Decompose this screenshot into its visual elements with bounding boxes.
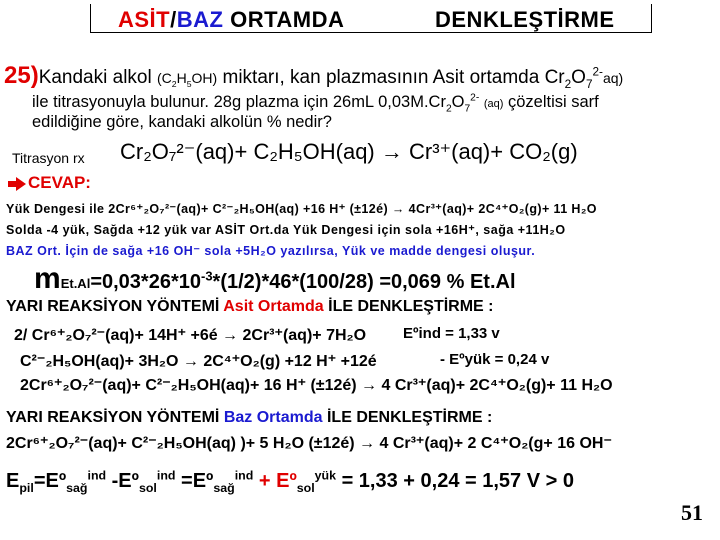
epil-sup: yük	[314, 468, 337, 483]
heading-text: YARI REAKSİYON YÖNTEMİ	[6, 409, 224, 426]
epil-part: =Eº	[175, 470, 214, 492]
acid-overall-reaction: 2Cr⁶⁺₂O₇²⁻(aq)+ C²⁻₂H₅OH(aq)+ 16 H⁺ (±12é) → 4 Cr³⁺(aq)+ 2C⁴⁺O₂(g)+ 11 H₂O	[20, 377, 613, 394]
epil-sub: pil	[19, 481, 34, 495]
heading-medium: Asit Ortamda	[223, 298, 324, 315]
mass-expression: =0,03*26*10	[90, 271, 201, 293]
heading-text: İLE DENKLEŞTİRME :	[322, 409, 493, 426]
acid-e-oxidation: - Eºyük = 0,24 v	[440, 351, 550, 368]
heading-medium: Baz Ortamda	[223, 409, 323, 426]
epil-part: + Eº	[253, 470, 297, 492]
epil-part: -Eº	[106, 470, 139, 492]
epil-sub: sağ	[66, 481, 88, 495]
cell-potential-equation	[6, 470, 574, 493]
formula-part: OH)	[191, 70, 218, 86]
formula-part: O	[571, 67, 586, 88]
problem-line-2: ile titrasyonuyla bulunur. 28g plazma için 26mL $0,03M.Cr_2O_7^{2-}$ (aq) çözeltisi sarf	[32, 92, 599, 115]
problem-text: miktarı, kan plazmasının Asit ortamda Cr	[217, 67, 565, 88]
arrow-right-icon	[16, 177, 26, 191]
mass-result	[34, 262, 516, 296]
heading-text: YARI REAKSİYON YÖNTEMİ	[6, 298, 224, 315]
epil-sub: sol	[296, 481, 315, 495]
epil-sub: sağ	[213, 481, 235, 495]
epil-sup: ind	[87, 468, 107, 483]
mass-symbol: m	[34, 262, 61, 295]
titration-label: Titrasyon rx	[12, 150, 85, 166]
answer-text: CEVAP:	[28, 173, 91, 192]
problem-number: 25)	[4, 62, 39, 89]
problem-text: Kandaki alkol	[38, 67, 157, 88]
answer-label	[6, 173, 91, 193]
problem-text: çözeltisi sarf	[503, 93, 599, 111]
mass-expression: *(1/2)*46*(100/28) =0,069 % Et.Al	[212, 271, 516, 293]
acid-e-reduction: Eºind = 1,33 v	[403, 325, 500, 342]
epil-part: =Eº	[33, 470, 67, 492]
acid-half-reaction-1: 2/ Cr⁶⁺₂O₇²⁻(aq)+ 14H⁺ +6é → 2Cr³⁺(aq)+ 7H₂O	[14, 327, 367, 344]
problem-text: ile titrasyonuyla bulunur. 28g plazma için 26mL 0,03M.Cr	[32, 93, 446, 111]
page-number: 51	[681, 500, 703, 525]
title-sep: /	[170, 7, 177, 32]
formula-part: H	[176, 70, 187, 86]
page-title	[118, 7, 344, 33]
heading-text: İLE DENKLEŞTİRME :	[323, 298, 494, 315]
acid-explanation: Solda -4 yük, Sağda +12 yük var ASİT Ort.da Yük Dengesi için sola +16H⁺, sağa +11H₂O	[6, 223, 566, 237]
title-acid: ASİT	[118, 7, 171, 32]
mass-exponent: -3	[200, 268, 213, 284]
title-base: BAZ	[176, 7, 224, 32]
formula-part: aq)	[602, 70, 624, 86]
formula-part: (aq)	[483, 98, 504, 110]
epil-sup: ind	[156, 468, 176, 483]
titration-equation: Cr₂O₇²⁻(aq)+ C₂H₅OH(aq) → Cr³⁺(aq)+ CO₂(g)	[120, 139, 578, 164]
base-method-heading	[6, 409, 492, 427]
mass-subscript: Et.Al	[60, 276, 91, 291]
epil-part: E	[6, 470, 20, 492]
formula-part: O	[451, 93, 465, 111]
title-balancing: DENKLEŞTİRME	[435, 7, 615, 32]
acid-method-heading	[6, 298, 493, 316]
formula-part: (C	[156, 70, 172, 86]
acid-half-reaction-2: C²⁻₂H₅OH(aq)+ 3H₂O → 2C⁴⁺O₂(g) +12 H⁺ +12é	[20, 353, 377, 370]
title-medium: ORTAMDA	[223, 7, 345, 32]
epil-sub: sol	[138, 481, 157, 495]
problem-line-3: edildiğine göre, kandaki alkolün % nedir?	[32, 113, 332, 131]
problem-line-1: 25)Kandaki alkol $(C_2H_5OH)$ miktarı, kan plazmasının Asit ortamda $Cr_2O_7^{2-}aq$)	[4, 62, 624, 91]
epil-sup: ind	[234, 468, 254, 483]
base-overall-reaction: 2Cr⁶⁺₂O₇²⁻(aq)+ C²⁻₂H₅OH(aq) )+ 5 H₂O (±12é) → 4 Cr³⁺(aq)+ 2 C⁴⁺O₂(g+ 16 OH⁻	[6, 435, 612, 452]
epil-part: = 1,33 + 0,24 = 1,57 V > 0	[336, 470, 574, 492]
charge-balance-equation: Yük Dengesi ile 2Cr⁶⁺₂O₇²⁻(aq)+ C²⁻₂H₅OH(aq) +16 H⁺ (±12é) → 4Cr³⁺(aq)+ 2C⁴⁺O₂(g)+ 11 H₂O	[6, 202, 597, 216]
base-explanation: BAZ Ort. İçin de sağa +16 OH⁻ sola +5H₂O yazılırsa, Yük ve madde dengesi oluşur.	[6, 244, 536, 258]
